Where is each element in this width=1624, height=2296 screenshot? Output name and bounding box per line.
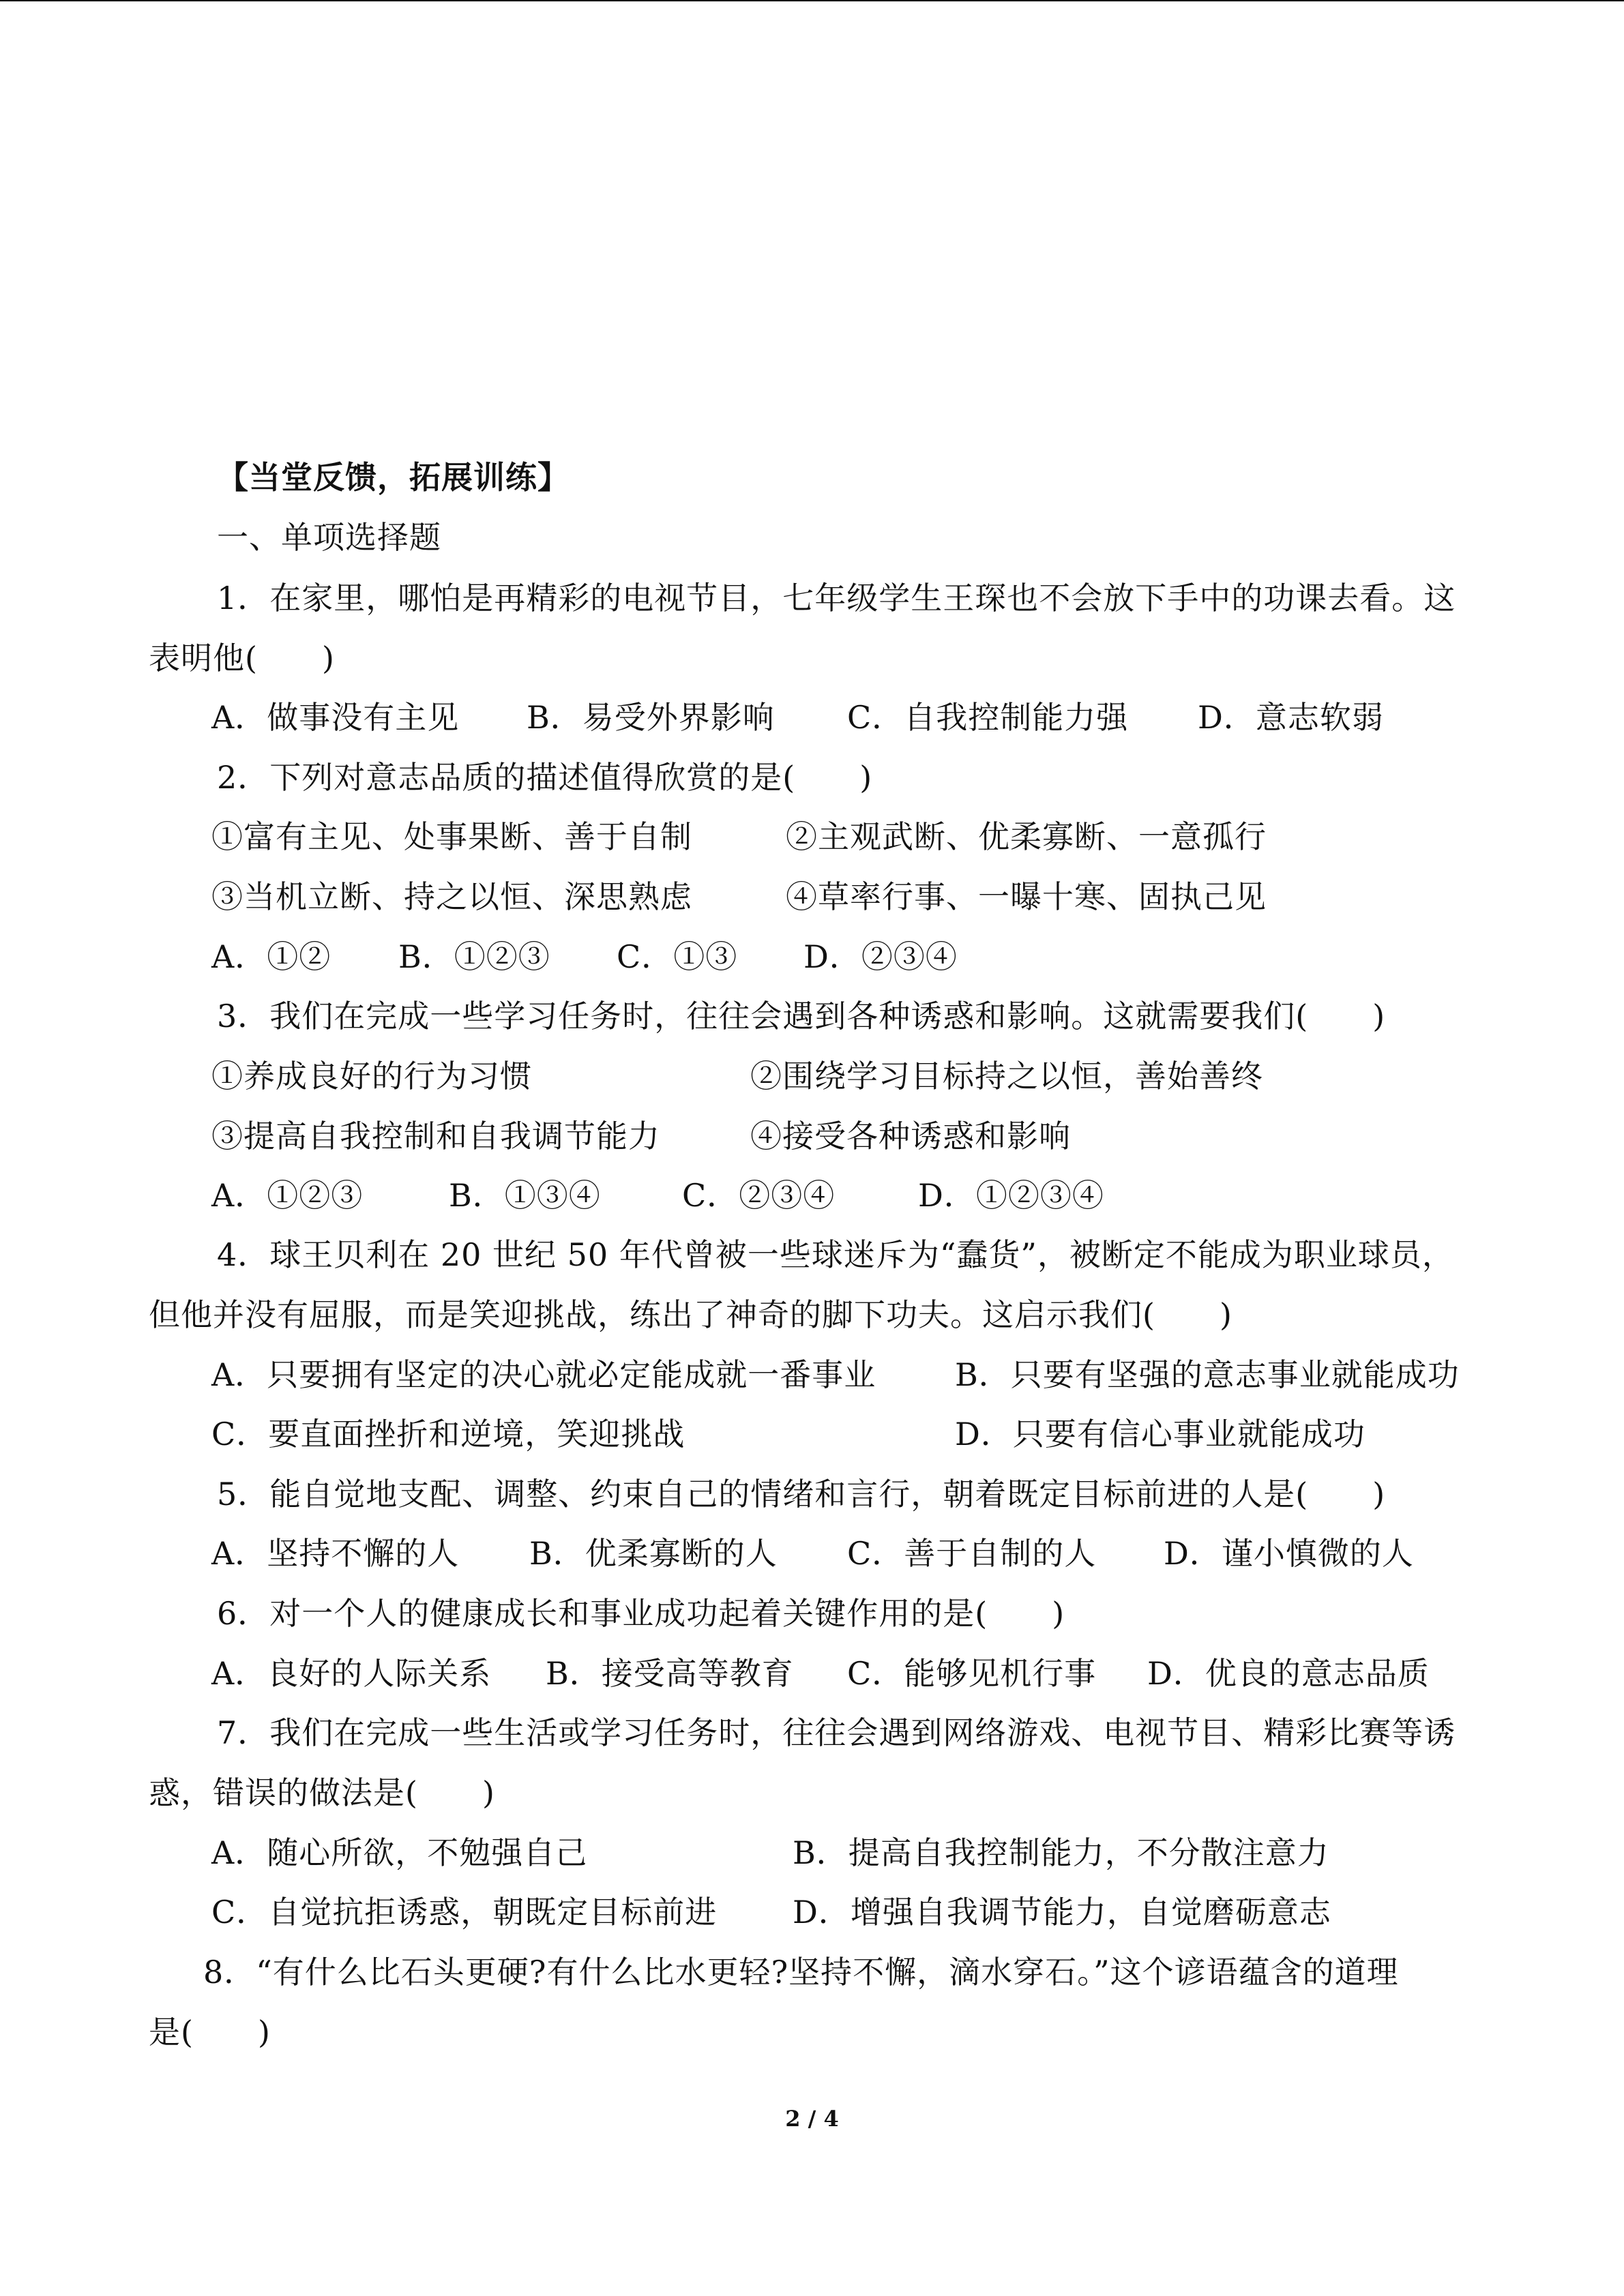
statement-3: ③提高自我控制和自我调节能力 <box>211 1118 660 1154</box>
option-b: B．①②③ <box>398 938 550 975</box>
option-a: A．做事没有主见 <box>211 699 460 736</box>
statement-4: ④草率行事、一曝十寒、固执己见 <box>786 878 1267 915</box>
question-1-options <box>211 697 1494 738</box>
option-c: C．善于自制的人 <box>847 1535 1097 1572</box>
option-a: A．①②③ <box>211 1177 364 1214</box>
option-d: D．意志软弱 <box>1198 699 1384 736</box>
option-d: D．谨小慎微的人 <box>1164 1535 1414 1572</box>
question-7-options-row-1 <box>211 1832 1494 1873</box>
option-b: B．接受高等教育 <box>546 1655 794 1692</box>
question-4-options-row-2 <box>211 1414 1494 1455</box>
question-4-options-row-1 <box>211 1354 1494 1395</box>
option-a: A．良好的人际关系 <box>211 1655 492 1692</box>
question-6-stem: 6．对一个人的健康成长和事业成功起着关键作用的是( ) <box>217 1595 1065 1632</box>
option-d: D．只要有信心事业就能成功 <box>955 1416 1365 1452</box>
question-3-statements-row-2 <box>211 1116 1494 1157</box>
statement-4: ④接受各种诱惑和影响 <box>750 1118 1071 1154</box>
option-d: D．①②③④ <box>918 1177 1104 1214</box>
option-b: B．只要有坚强的意志事业就能成功 <box>955 1356 1460 1393</box>
option-c: C．自觉抗拒诱惑，朝既定目标前进 <box>211 1894 718 1930</box>
question-8-stem-line-2: 是( ) <box>149 2014 271 2051</box>
option-a: A．只要拥有坚定的决心就必定能成就一番事业 <box>211 1356 876 1393</box>
question-2-stem: 2．下列对意志品质的描述值得欣赏的是( ) <box>217 759 873 796</box>
question-3-stem: 3．我们在完成一些学习任务时，往往会遇到各种诱惑和影响。这就需要我们( ) <box>217 998 1386 1034</box>
option-a: A．坚持不懈的人 <box>211 1535 460 1572</box>
question-2-statements-row-2 <box>211 876 1494 917</box>
question-4-stem-line-1: 4．球王贝利在 20 世纪 50 年代曾被一些球迷斥为“蠢货”，被断定不能成为职业球员， <box>217 1236 1454 1273</box>
statement-2: ②围绕学习目标持之以恒，善始善终 <box>750 1058 1263 1094</box>
option-c: C．自我控制能力强 <box>847 699 1129 736</box>
question-7-options-row-2 <box>211 1892 1494 1933</box>
option-a: A．随心所欲，不勉强自己 <box>211 1834 588 1871</box>
statement-1: ①养成良好的行为习惯 <box>211 1058 532 1094</box>
subsection-title: 一、单项选择题 <box>217 519 441 556</box>
option-c: C．要直面挫折和逆境，笑迎挑战 <box>211 1416 685 1452</box>
page-number: 2 / 4 <box>785 2106 839 2132</box>
question-6-options <box>211 1653 1494 1694</box>
section-title: 【当堂反馈，拓展训练】 <box>217 459 570 496</box>
question-5-options <box>211 1533 1494 1574</box>
option-c: C．①③ <box>617 938 738 975</box>
question-3-options <box>211 1175 1494 1216</box>
option-d: D．优良的意志品质 <box>1147 1655 1430 1692</box>
option-b: B．优柔寡断的人 <box>529 1535 778 1572</box>
question-2-statements-row-1 <box>211 816 1494 857</box>
question-8-stem-line-1: 8．“有什么比石头更硬?有什么比水更轻?坚持不懈，滴水穿石。”这个谚语蕴含的道理 <box>203 1954 1399 1991</box>
question-4-stem-line-2: 但他并没有屈服，而是笑迎挑战，练出了神奇的脚下功夫。这启示我们( ) <box>149 1296 1232 1333</box>
question-3-statements-row-1 <box>211 1056 1494 1097</box>
question-7-stem-line-2: 惑，错误的做法是( ) <box>149 1774 495 1811</box>
option-b: B．提高自我控制能力，不分散注意力 <box>793 1834 1329 1871</box>
option-b: B．易受外界影响 <box>527 699 775 736</box>
option-d: D．增强自我调节能力，自觉磨砺意志 <box>793 1894 1331 1930</box>
statement-2: ②主观武断、优柔寡断、一意孤行 <box>786 818 1267 855</box>
statement-1: ①富有主见、处事果断、善于自制 <box>211 818 692 855</box>
option-d: D．②③④ <box>803 938 958 975</box>
question-1-stem-line-1: 1．在家里，哪怕是再精彩的电视节目，七年级学生王琛也不会放下手中的功课去看。这 <box>217 580 1456 616</box>
option-a: A．①② <box>211 938 331 975</box>
option-c: C．能够见机行事 <box>847 1655 1097 1692</box>
option-b: B．①③④ <box>449 1177 601 1214</box>
statement-3: ③当机立断、持之以恒、深思熟虑 <box>211 878 692 915</box>
question-7-stem-line-1: 7．我们在完成一些生活或学习任务时，往往会遇到网络游戏、电视节目、精彩比赛等诱 <box>217 1714 1456 1751</box>
question-2-options <box>211 936 1494 977</box>
question-1-stem-line-2: 表明他( ) <box>149 640 335 676</box>
question-5-stem: 5．能自觉地支配、调整、约束自己的情绪和言行，朝着既定目标前进的人是( ) <box>217 1476 1386 1512</box>
option-c: C．②③④ <box>682 1177 836 1214</box>
